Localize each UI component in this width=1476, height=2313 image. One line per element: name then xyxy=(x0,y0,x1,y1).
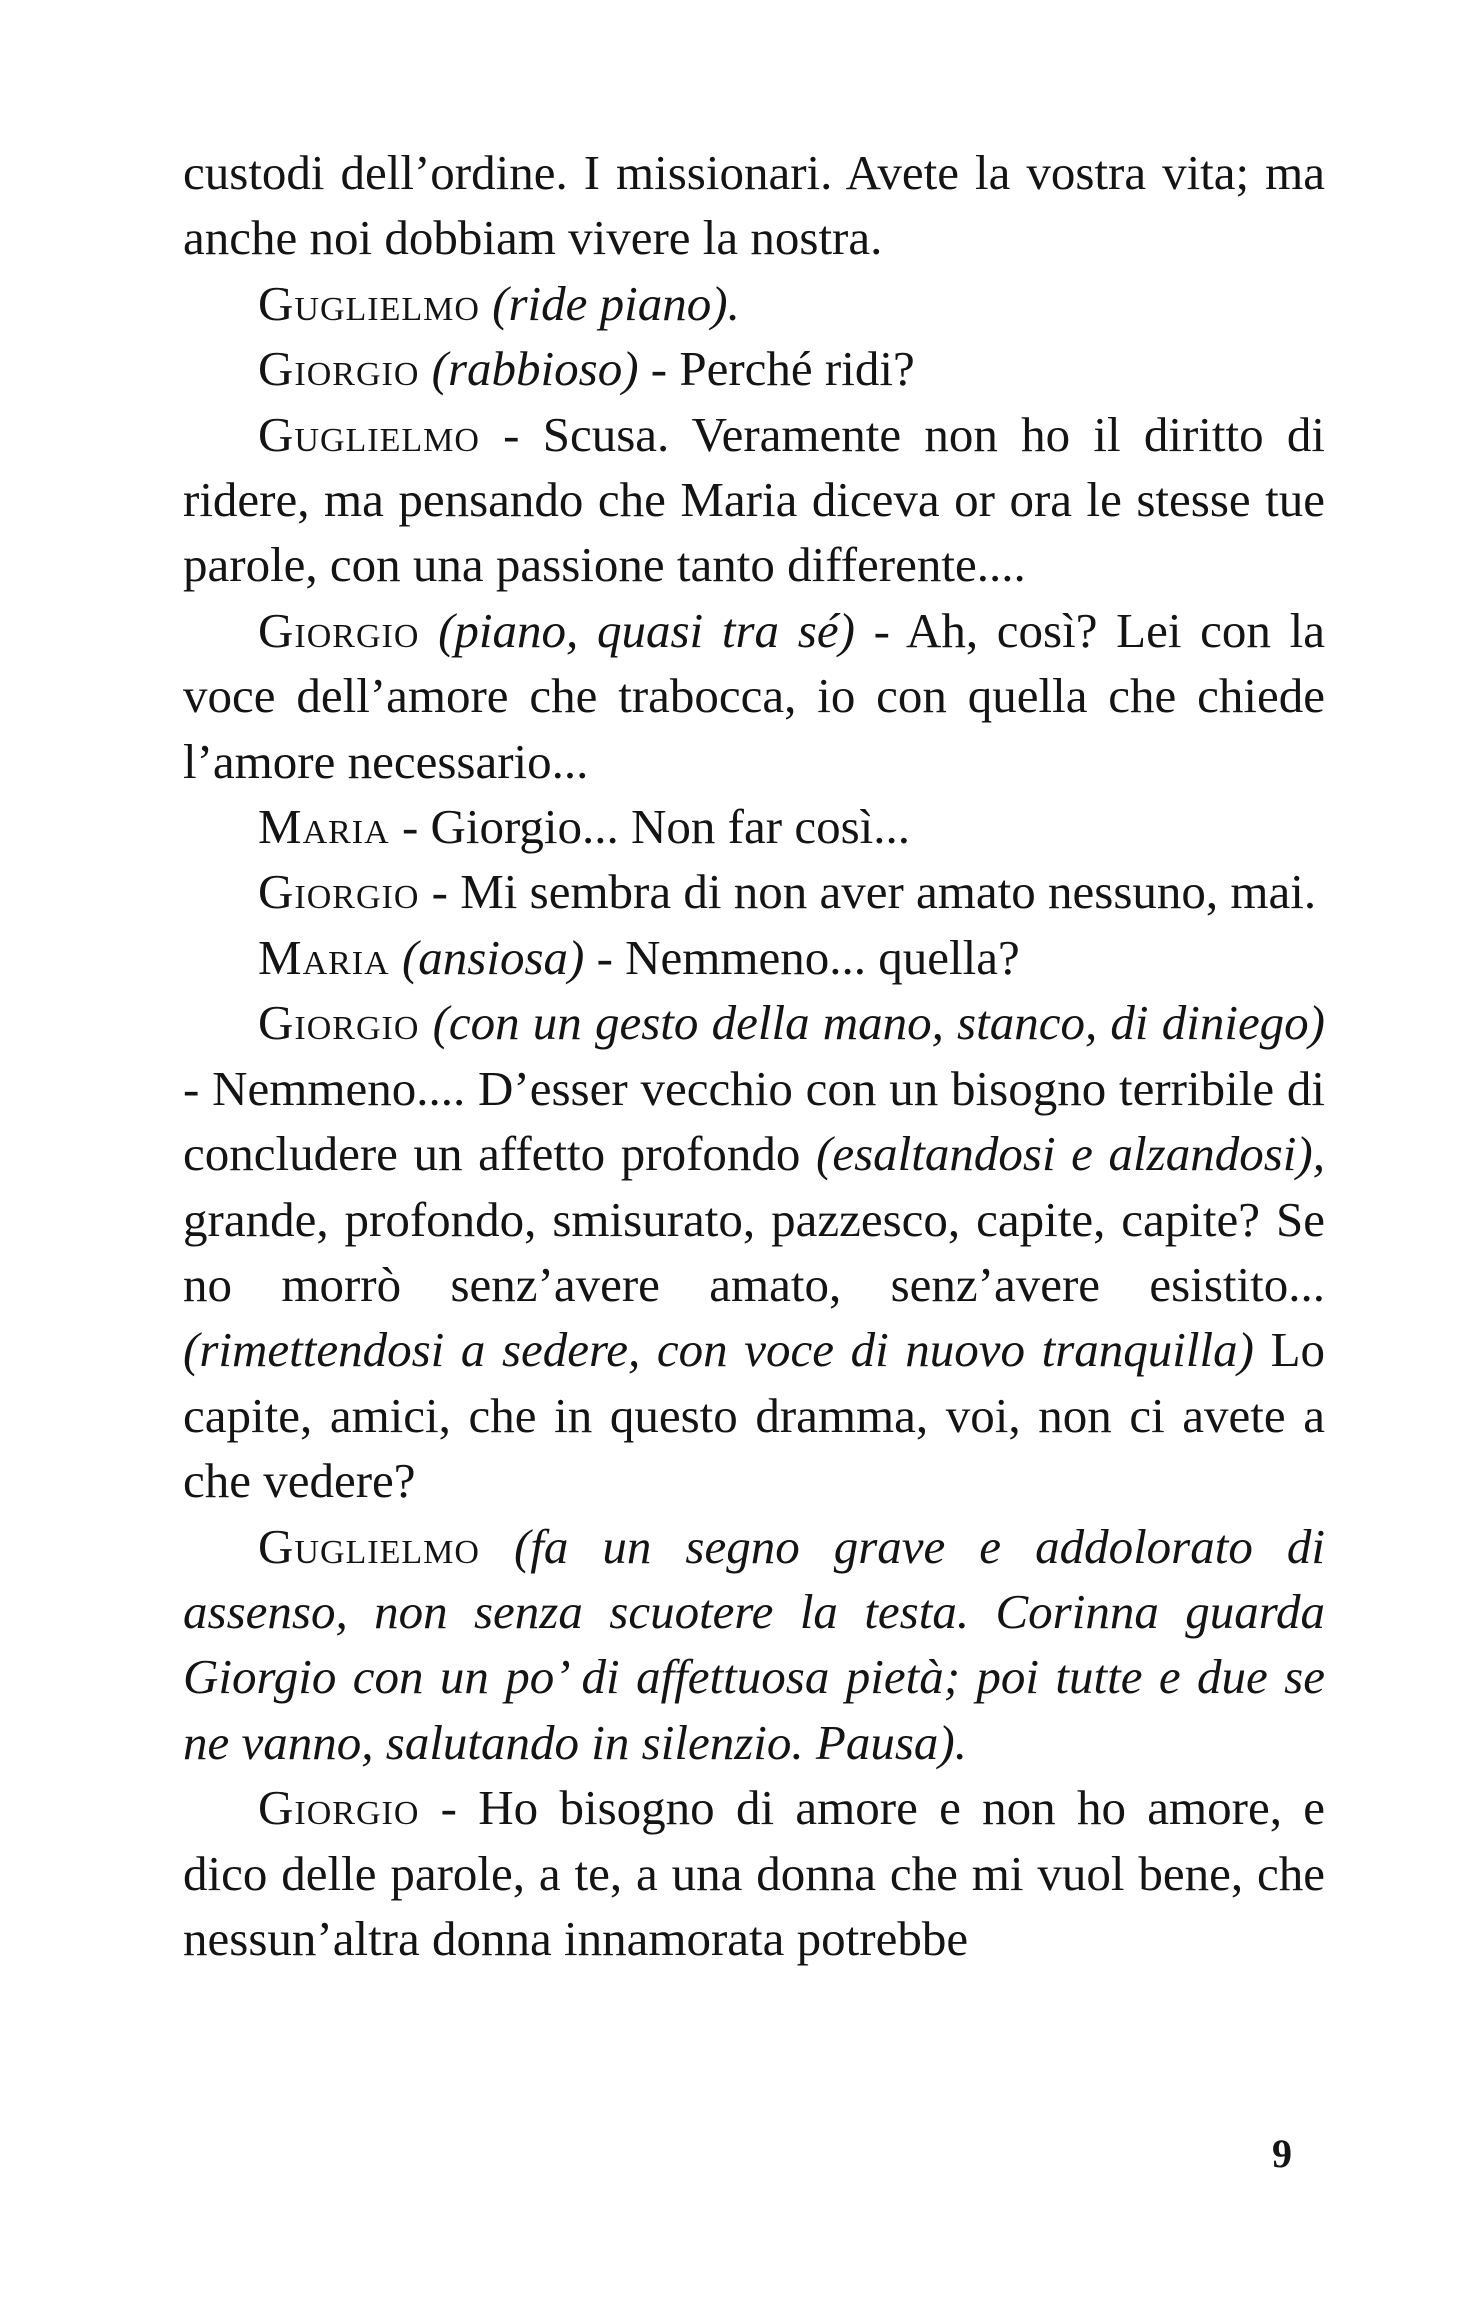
stage-direction: (con un gesto della mano, stanco, di diniego) xyxy=(432,995,1326,1051)
speaker-name: Guglielmo xyxy=(258,275,480,331)
paragraph-giorgio-1 xyxy=(183,336,1325,401)
speaker-name: Guglielmo xyxy=(258,406,480,462)
dialogue-text: - Scusa. Veramente non ho il diritto di ridere, ma pensando che Maria diceva or ora le stesse tue parole, con una passione tanto differente.... xyxy=(183,406,1325,593)
stage-direction: (rabbioso) xyxy=(431,341,639,397)
dialogue-text: - Nemmeno.... D’esser vecchio con un bisogno terribile di concludere un affetto profondo xyxy=(183,1060,1325,1182)
dialogue-text: grande, profondo, smisurato, pazzesco, capite, capite? Se no morrò senz’avere amato, senz’avere esistito... xyxy=(183,1191,1325,1312)
paragraph-maria-1 xyxy=(183,794,1325,859)
speaker-name: Giorgio xyxy=(258,341,420,397)
dialogue-text: - Nemmeno... quella? xyxy=(584,929,1020,985)
paragraph-continuation xyxy=(183,140,1325,271)
stage-direction: (fa un segno grave e addolorato di assenso, non senza scuotere la testa. Corinna guarda Giorgio con un po’ di affettuosa pietà; poi tutte e due se ne vanno, salutando in silenzio. Pausa). xyxy=(183,1518,1325,1770)
play-text xyxy=(183,140,1325,1971)
speaker-name: Maria xyxy=(258,929,390,985)
paragraph-giorgio-4 xyxy=(183,990,1325,1513)
stage-direction: (ansiosa) xyxy=(401,929,585,985)
speaker-name: Guglielmo xyxy=(258,1518,480,1574)
stage-direction: (esaltandosi e alzandosi), xyxy=(816,1126,1325,1182)
speaker-name: Giorgio xyxy=(258,1780,420,1836)
dialogue-text: - Giorgio... Non far così... xyxy=(389,799,911,855)
paragraph-guglielmo-3 xyxy=(183,1514,1325,1776)
paragraph-guglielmo-1 xyxy=(183,271,1325,336)
page-number: 9 xyxy=(1272,2131,1292,2176)
paragraph-maria-2 xyxy=(183,925,1325,990)
speaker-name: Giorgio xyxy=(258,864,420,920)
paragraph-giorgio-5 xyxy=(183,1775,1325,1971)
continuation-text: custodi dell’ordine. I missionari. Avete la vostra vita; ma anche noi dobbiam vivere la nostra. xyxy=(183,145,1325,266)
stage-direction: (ride piano). xyxy=(492,275,740,331)
speaker-name: Giorgio xyxy=(258,602,420,658)
dialogue-text: Lo capite, amici, che in questo dramma, voi, non ci avete a che vedere? xyxy=(183,1322,1325,1509)
dialogue-text: - Ho bisogno di amore e non ho amore, e dico delle parole, a te, a una donna che mi vuol bene, che nessun’altra donna innamorata potrebbe xyxy=(183,1780,1325,1966)
speaker-name: Giorgio xyxy=(258,995,420,1051)
dialogue-text: - Perché ridi? xyxy=(638,341,915,397)
stage-direction: (piano, quasi tra sé) xyxy=(438,602,855,658)
speaker-name: Maria xyxy=(258,799,390,855)
paragraph-giorgio-3 xyxy=(183,859,1325,924)
paragraph-guglielmo-2 xyxy=(183,402,1325,598)
dialogue-text: - Mi sembra di non aver amato nessuno, mai. xyxy=(419,864,1317,920)
stage-direction: (rimettendosi a sedere, con voce di nuovo tranquilla) xyxy=(183,1322,1254,1378)
dialogue-text: - Ah, così? Lei con la voce dell’amore che trabocca, io con quella che chiede l’amore necessario... xyxy=(183,602,1325,789)
paragraph-giorgio-2 xyxy=(183,598,1325,794)
